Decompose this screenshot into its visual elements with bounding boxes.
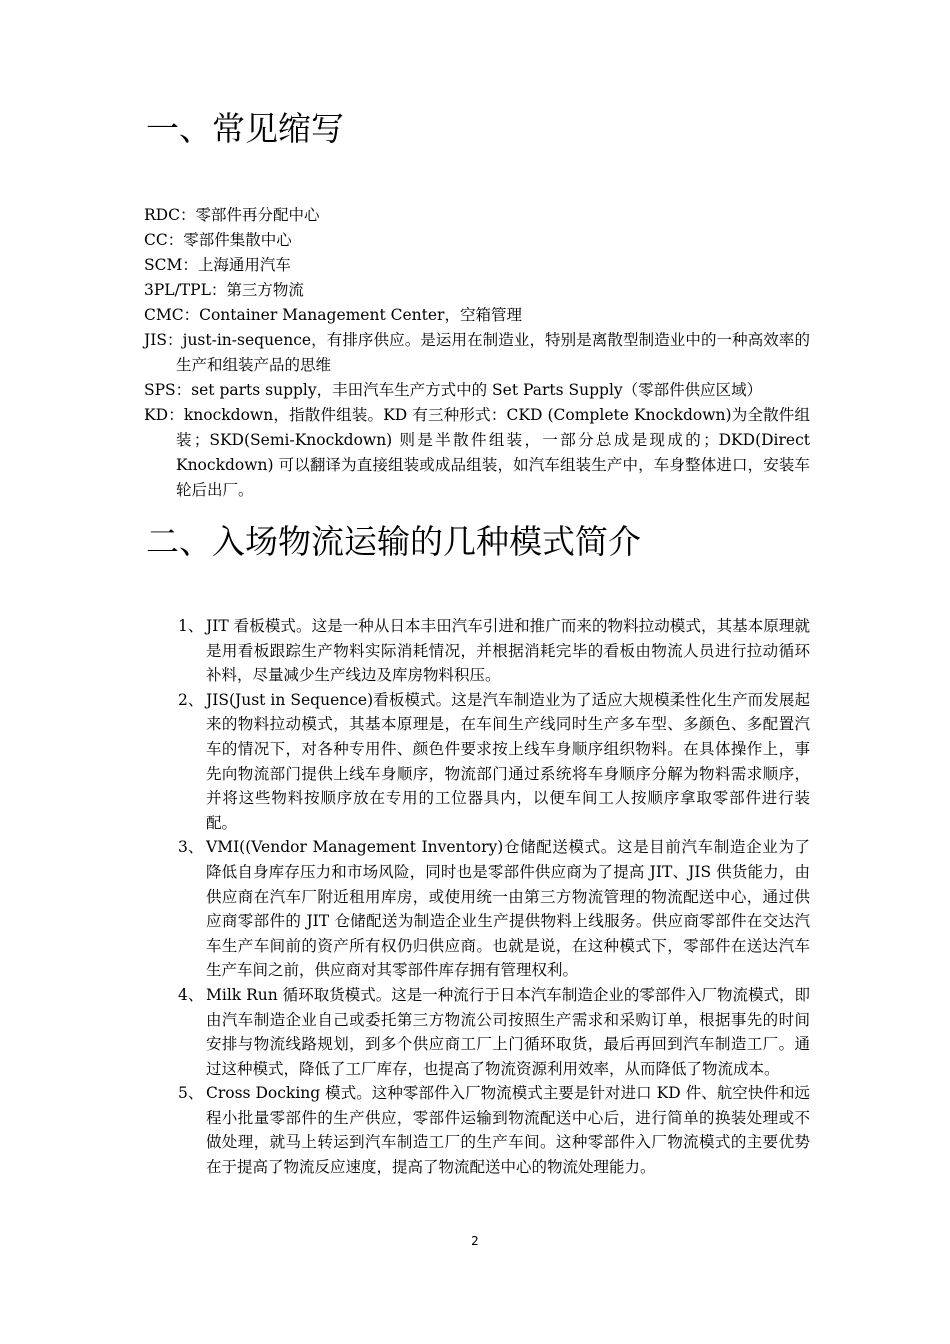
- list-item-text: JIT 看板模式。这是一种从日本丰田汽车引进和推广而来的物料拉动模式，其基本原理就是用看板跟踪生产物料实际消耗情况，并根据消耗完毕的看板由物流人员进行拉动循环补料，尽量减少生产线边及库房物料积压。: [206, 617, 810, 685]
- abbreviation-sps: SPS：set parts supply，丰田汽车生产方式中的 Set Parts Supply（零部件供应区域）: [144, 381, 763, 399]
- list-item-vmi: [178, 835, 810, 983]
- list-item-number: 3、: [178, 838, 204, 857]
- abbreviation-cmc: CMC：Container Management Center，空箱管理: [144, 306, 522, 324]
- section-heading-logistics-modes: 二、入场物流运输的几种模式简介: [146, 522, 641, 561]
- list-item-number: 5、: [178, 1084, 204, 1103]
- abbreviation-rdc: RDC：零部件再分配中心: [144, 206, 320, 224]
- abbreviation-jis: JIS：just-in-sequence，有排序供应。是运用在制造业，特别是离散型制造业中的一种高效率的生产和组装产品的思维: [144, 331, 810, 374]
- page-number: 2: [471, 1234, 479, 1248]
- list-item-number: 1、: [178, 617, 204, 635]
- abbreviation-kd: KD：knockdown，指散件组装。KD 有三种形式：CKD (Complete Knockdown)为全散件组装；SKD(Semi-Knockdown) 则是半散件组装，一部分总成是现成的；DKD(Direct Knockdown) 可以翻译为直接组装或成品组装，如汽车组装生产中，车身整体进口，安装车轮后出厂。: [144, 406, 810, 499]
- list-item-jit: [178, 614, 810, 688]
- abbreviation-cc: CC：零部件集散中心: [144, 231, 292, 249]
- abbreviation-3pl: 3PL/TPL：第三方物流: [144, 281, 304, 299]
- section-heading-abbreviations: 一、常见缩写: [146, 109, 344, 148]
- list-item-cross-docking: [178, 1081, 810, 1179]
- list-item-text: JIS(Just in Sequence)看板模式。这是汽车制造业为了适应大规模柔性化生产而发展起来的物料拉动模式，其基本原理是，在车间生产线同时生产多车型、多颜色、多配置汽车的情况下，对各种专用件、颜色件要求按上线车身顺序组织物料。在具体操作上，事先向物流部门提供上线车身顺序，物流部门通过系统将车身顺序分解为物料需求顺序，并将这些物料按顺序放在专用的工位器具内，以便车间工人按顺序拿取零部件进行装配。: [206, 690, 810, 832]
- list-item-text: Milk Run 循环取货模式。这是一种流行于日本汽车制造企业的零部件入厂物流模式，即由汽车制造企业自己或委托第三方物流公司按照生产需求和采购订单，根据事先的时间安排与物流线路规划，到多个供应商工厂上门循环取货，最后再回到汽车制造工厂。通过这种模式，降低了工厂库存，也提高了物流资源利用效率，从而降低了物流成本。: [206, 985, 810, 1078]
- list-item-milk-run: [178, 983, 810, 1081]
- list-item-number: 2、: [178, 690, 204, 709]
- list-item-text: VMI((Vendor Management Inventory)仓储配送模式。这是目前汽车制造企业为了降低自身库存压力和市场风险，同时也是零部件供应商为了提高 JIT、JIS 供货能力，由供应商在汽车厂附近租用库房，或使用统一由第三方物流管理的物流配送中心，通过供应商零部件的 JIT 仓储配送为制造企业生产提供物料上线服务。供应商零部件在交达汽车生产车间前的资产所有权仍归供应商。也就是说，在这种模式下，零部件在送达汽车生产车间之前，供应商对其零部件库存拥有管理权利。: [206, 838, 810, 980]
- list-item-text: Cross Docking 模式。这种零部件入厂物流模式主要是针对进口 KD 件、航空快件和远程小批量零部件的生产供应，零部件运输到物流配送中心后，进行简单的换装处理或不做处理，就马上转运到汽车制造工厂的生产车间。这种零部件入厂物流模式的主要优势在于提高了物流反应速度，提高了物流配送中心的物流处理能力。: [206, 1084, 810, 1177]
- abbreviation-scm: SCM：上海通用汽车: [144, 256, 291, 274]
- list-item-jis: [178, 688, 810, 836]
- abbreviation-list: [144, 203, 810, 503]
- list-item-number: 4、: [178, 985, 204, 1004]
- logistics-mode-list: [178, 614, 810, 1180]
